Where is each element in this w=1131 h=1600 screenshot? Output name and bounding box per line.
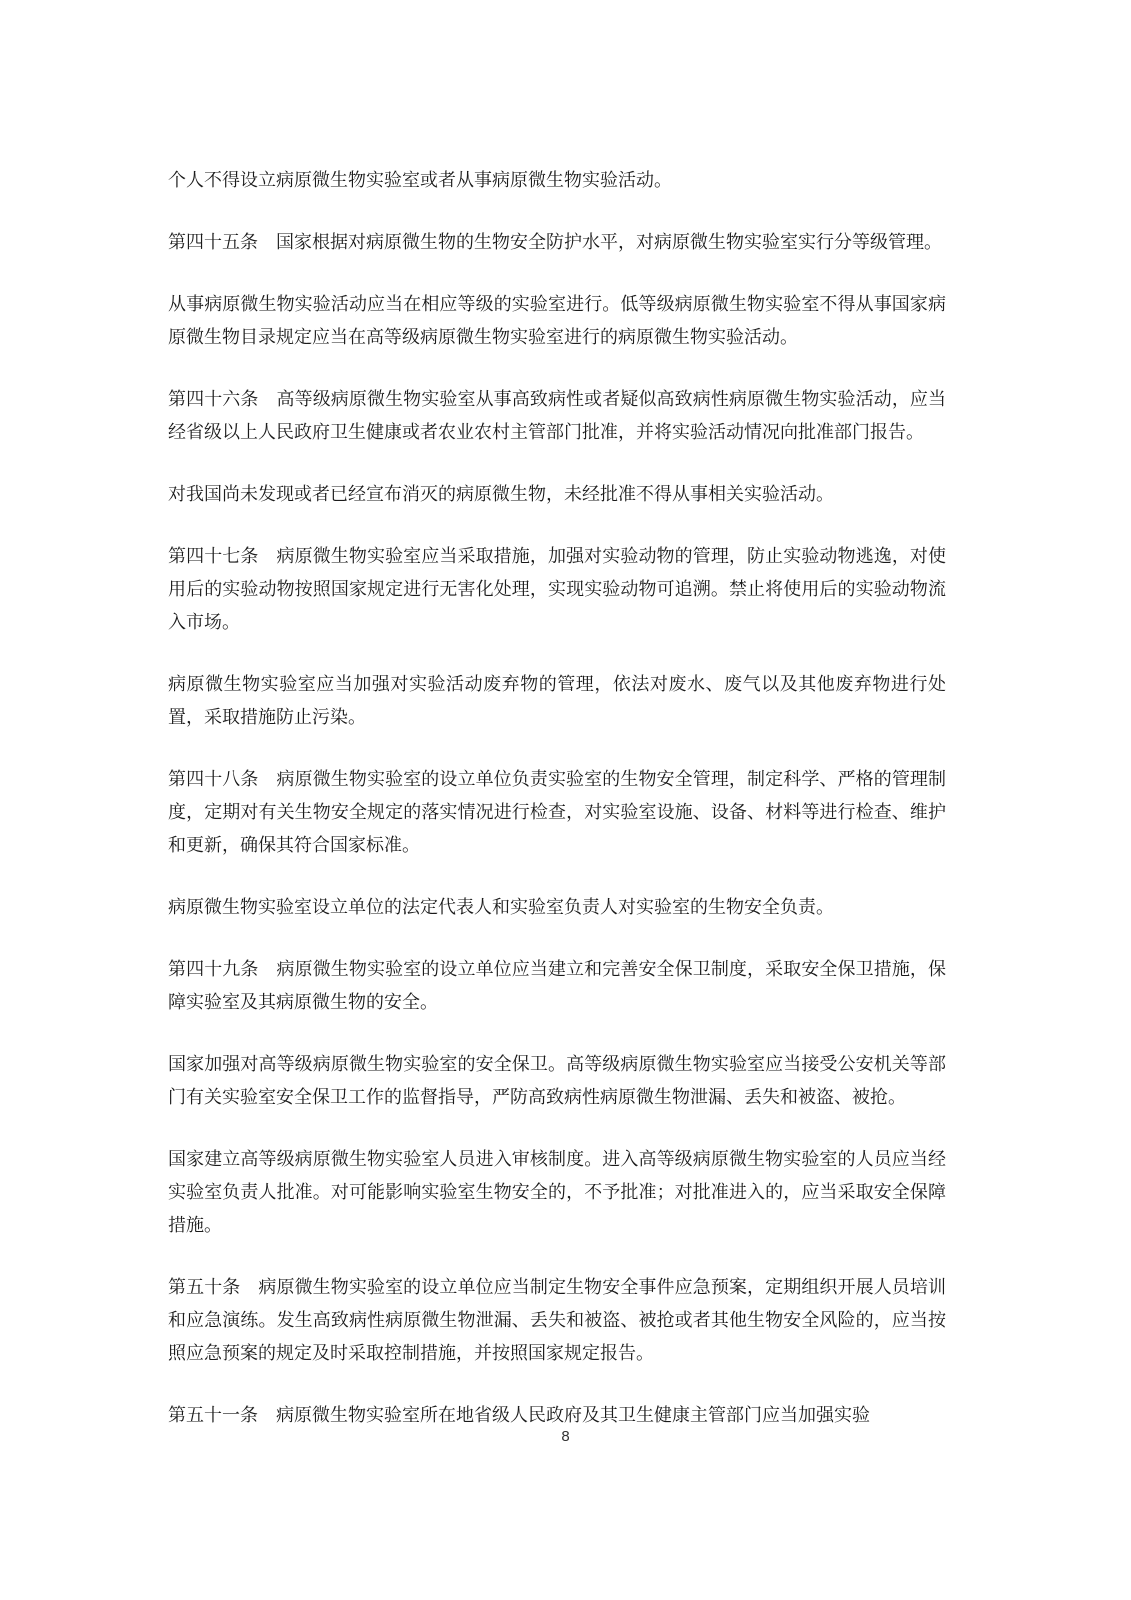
paragraph: [168, 668, 946, 734]
paragraph-text: 病原微生物实验室的设立单位应当建立和完善安全保卫制度，采取安全保卫措施，保障实验室及其病原微生物的安全。: [168, 959, 947, 1013]
paragraph: [168, 226, 946, 259]
article-number: 第四十七条: [168, 546, 259, 567]
page-number: 8: [561, 1428, 570, 1445]
article-number: 第四十五条: [168, 232, 258, 253]
paragraph: [168, 383, 946, 449]
paragraph-text: 病原微生物实验室所在地省级人民政府及其卫生健康主管部门应当加强实验: [276, 1405, 870, 1426]
article-number: 第四十六条: [168, 389, 259, 410]
paragraph-text: 病原微生物实验室的设立单位负责实验室的生物安全管理，制定科学、严格的管理制度，定期对有关生物安全规定的落实情况进行检查，对实验室设施、设备、材料等进行检查、维护和更新，确保其符合国家标准。: [168, 769, 947, 856]
paragraph: [168, 288, 946, 354]
paragraph-text: 病原微生物实验室应当加强对实验活动废弃物的管理，依法对废水、废气以及其他废弃物进行处置，采取措施防止污染。: [168, 674, 946, 728]
paragraph-text: 国家根据对病原微生物的生物安全防护水平，对病原微生物实验室实行分等级管理。: [276, 232, 942, 253]
paragraph: [168, 1048, 946, 1114]
article-number: 第四十九条: [168, 959, 259, 980]
article-number: 第五十条: [168, 1277, 241, 1298]
paragraph-text: 病原微生物实验室设立单位的法定代表人和实验室负责人对实验室的生物安全负责。: [168, 897, 834, 918]
paragraph: [168, 478, 946, 511]
paragraph-text: 国家建立高等级病原微生物实验室人员进入审核制度。进入高等级病原微生物实验室的人员应当经实验室负责人批准。对可能影响实验室生物安全的，不予批准；对批准进入的，应当采取安全保障措施。: [168, 1149, 946, 1236]
document-body: [168, 164, 946, 1461]
paragraph-text: 个人不得设立病原微生物实验室或者从事病原微生物实验活动。: [168, 170, 672, 191]
paragraph-text: 从事病原微生物实验活动应当在相应等级的实验室进行。低等级病原微生物实验室不得从事国家病原微生物目录规定应当在高等级病原微生物实验室进行的病原微生物实验活动。: [168, 294, 946, 348]
paragraph: [168, 540, 946, 639]
paragraph: [168, 1143, 946, 1242]
article-number: 第五十一条: [168, 1405, 258, 1426]
paragraph-text: 病原微生物实验室应当采取措施，加强对实验动物的管理，防止实验动物逃逸，对使用后的实验动物按照国家规定进行无害化处理，实现实验动物可追溯。禁止将使用后的实验动物流入市场。: [168, 546, 947, 633]
paragraph-text: 国家加强对高等级病原微生物实验室的安全保卫。高等级病原微生物实验室应当接受公安机关等部门有关实验室安全保卫工作的监督指导，严防高致病性病原微生物泄漏、丢失和被盗、被抢。: [168, 1054, 946, 1108]
paragraph: [168, 891, 946, 924]
paragraph: [168, 953, 946, 1019]
paragraph: [168, 164, 946, 197]
paragraph: [168, 763, 946, 862]
paragraph-text: 对我国尚未发现或者已经宣布消灭的病原微生物，未经批准不得从事相关实验活动。: [168, 484, 834, 505]
article-number: 第四十八条: [168, 769, 259, 790]
paragraph: [168, 1271, 946, 1370]
paragraph-text: 病原微生物实验室的设立单位应当制定生物安全事件应急预案，定期组织开展人员培训和应急演练。发生高致病性病原微生物泄漏、丢失和被盗、被抢或者其他生物安全风险的，应当按照应急预案的规定及时采取控制措施，并按照国家规定报告。: [168, 1277, 946, 1364]
paragraph-text: 高等级病原微生物实验室从事高致病性或者疑似高致病性病原微生物实验活动，应当经省级以上人民政府卫生健康或者农业农村主管部门批准，并将实验活动情况向批准部门报告。: [168, 389, 947, 443]
